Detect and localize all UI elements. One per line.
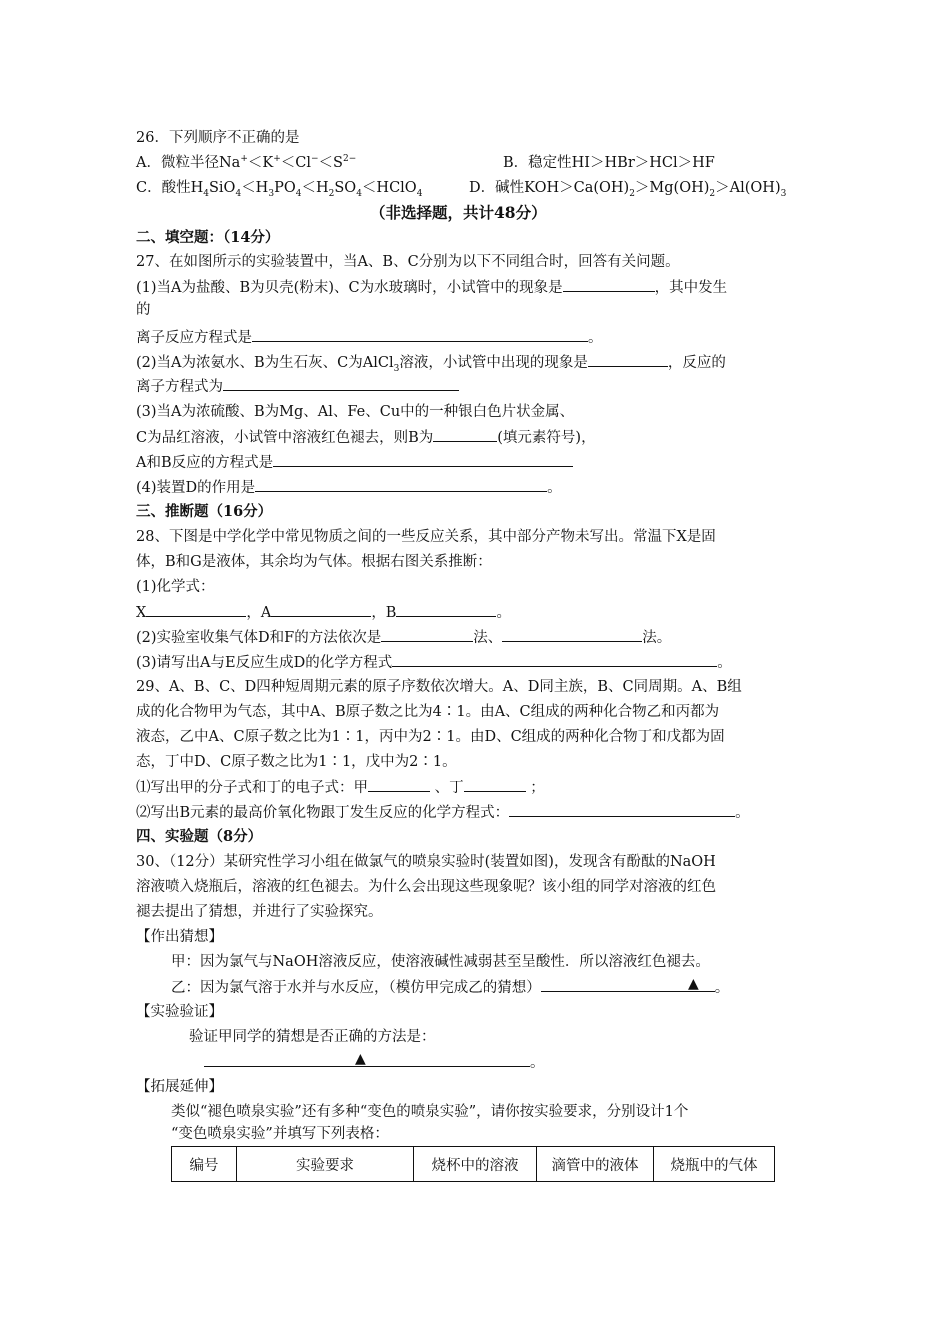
q28-part3: (3)请写出A与E反应生成D的化学方程式 。 — [136, 652, 732, 673]
q29-part2: ⑵写出B元素的最高价氧化物跟丁发生反应的化学方程式： 。 — [136, 802, 750, 823]
extension-line2: “变色喷泉实验”并填写下列表格： — [171, 1126, 389, 1142]
experiment-table — [171, 1146, 775, 1182]
q29-line2: 成的化合物甲为气态，其中A、B原子数之比为4∶1。由A、C组成的两种化合物乙和丙都为 — [136, 704, 720, 720]
extension-heading: 【拓展延伸】 — [136, 1079, 223, 1095]
q27-part1-equation: 离子反应方程式是 。 — [136, 327, 603, 348]
answer-blank[interactable] — [502, 627, 642, 642]
verification-answer: 。 — [204, 1052, 545, 1073]
q28-line1: 28、下图是中学化学中常见物质之间的一些反应关系，其中部分产物未写出。常温下X是固 — [136, 529, 716, 545]
answer-blank[interactable] — [271, 602, 371, 617]
section-4-heading: 四、实验题（8分） — [136, 828, 263, 845]
q26-stem: 26．下列顺序不正确的是 — [136, 130, 300, 146]
answer-blank[interactable] — [563, 277, 655, 292]
answer-blank[interactable] — [433, 427, 497, 442]
answer-blank[interactable] — [204, 1052, 530, 1067]
answer-blank[interactable] — [273, 452, 573, 467]
q26-option-b: B．稳定性HI＞HBr＞HCl＞HF — [503, 155, 715, 171]
answer-blank[interactable] — [252, 327, 588, 342]
section-2-heading: 二、填空题：（14分） — [136, 229, 280, 246]
q27-part1-wrap: 的 — [136, 302, 151, 318]
answer-blank[interactable] — [464, 777, 526, 792]
q27-intro: 27、在如图所示的实验装置中，当A、B、C分别为以下不同组合时，回答有关问题。 — [136, 254, 680, 270]
answer-blank[interactable] — [396, 602, 496, 617]
q28-line2: 体，B和G是液体，其余均为气体。根据右图关系推断： — [136, 554, 492, 570]
answer-blank[interactable] — [146, 602, 246, 617]
hypothesis-heading: 【作出猜想】 — [136, 929, 223, 945]
q29-line3: 液态，乙中A、C原子数之比为1∶1，丙中为2∶1。由D、C组成的两种化合物丁和戊都为固 — [136, 729, 725, 745]
verification-prompt: 验证甲同学的猜想是否正确的方法是： — [189, 1029, 436, 1045]
section-3-heading: 三、推断题（16分） — [136, 503, 273, 520]
extension-line1: 类似“褪色喷泉实验”还有多种“变色的喷泉实验”，请你按实验要求，分别设计1个 — [171, 1104, 689, 1120]
table-header-row — [172, 1147, 775, 1182]
q28-formulas: X ，A ，B 。 — [136, 602, 511, 623]
answer-blank[interactable] — [509, 802, 735, 817]
table-header-cell: 烧瓶中的气体 — [654, 1147, 775, 1182]
triangle-marker: ▲ — [355, 1051, 366, 1067]
hypothesis-jia: 甲：因为氯气与NaOH溶液反应，使溶液碱性减弱甚至呈酸性．所以溶液红色褪去。 — [171, 954, 710, 970]
nonchoice-section-title: （非选择题，共计48分） — [370, 203, 547, 222]
q27-part3: (3)当A为浓硫酸、B为Mg、Al、Fe、Cu中的一种银白色片状金属、 — [136, 404, 575, 420]
q30-line3: 褪去提出了猜想，并进行了实验探究。 — [136, 904, 383, 920]
verification-heading: 【实验验证】 — [136, 1004, 223, 1020]
hypothesis-yi: 乙：因为氯气溶于水并与水反应，（模仿甲完成乙的猜想） 。 — [171, 977, 729, 998]
triangle-marker: ▲ — [688, 976, 699, 992]
q29-line1: 29、A、B、C、D四种短周期元素的原子序数依次增大。A、D同主族，B、C同周期。A、B组 — [136, 679, 742, 695]
q30-line2: 溶液喷入烧瓶后，溶液的红色褪去。为什么会出现这些现象呢？该小组的同学对溶液的红色 — [136, 879, 716, 895]
q27-part3-equation: A和B反应的方程式是 — [136, 452, 573, 473]
answer-blank[interactable] — [223, 376, 459, 391]
q30-line1: 30、（12分）某研究性学习小组在做氯气的喷泉实验时(装置如图)，发现含有酚酞的NaOH — [136, 854, 716, 870]
answer-blank[interactable] — [381, 627, 473, 642]
q27-part2-equation: 离子方程式为 — [136, 376, 459, 397]
q26-option-d: D．碱性$KOH>Ca(OH)_2>Mg(OH)_2>Al(OH)_3$ — [469, 180, 787, 199]
table-header-cell: 实验要求 — [237, 1147, 414, 1182]
answer-blank[interactable] — [392, 652, 717, 667]
q29-line4: 态，丁中D、C原子数之比为1∶1，戊中为2∶1。 — [136, 754, 457, 770]
q27-part4: (4)装置D的作用是 。 — [136, 477, 562, 498]
q27-part1: (1)当A为盐酸、B为贝壳(粉末)、C为水玻璃时，小试管中的现象是 ，其中发生 — [136, 277, 727, 298]
table-header-cell: 烧杯中的溶液 — [414, 1147, 537, 1182]
q29-part1: ⑴写出甲的分子式和丁的电子式：甲 、丁 ； — [136, 777, 545, 798]
answer-blank[interactable] — [255, 477, 547, 492]
q27-part2: (2)当A为浓氨水、B为生石灰、C为AlCl$_3$溶液，小试管中出现的现象是 ，反应的 — [136, 352, 726, 373]
answer-blank[interactable] — [368, 777, 430, 792]
answer-blank[interactable] — [588, 352, 668, 367]
table-header-cell: 编号 — [172, 1147, 237, 1182]
q26-option-a: A．微粒半径$Na^+<K^+<Cl^-<S^{2-}$ — [136, 154, 357, 171]
q27-part3-b: C为品红溶液，小试管中溶液红色褪去，则B为 (填元素符号)， — [136, 427, 596, 448]
table-header-cell: 滴管中的液体 — [537, 1147, 654, 1182]
q28-part2: (2)实验室收集气体D和F的方法依次是 法、 法。 — [136, 627, 671, 648]
q28-part1: (1)化学式： — [136, 579, 215, 595]
q26-option-c: C．酸性$H_4SiO_4<H_3PO_4<H_2SO_4<HClO_4$ — [136, 180, 423, 199]
